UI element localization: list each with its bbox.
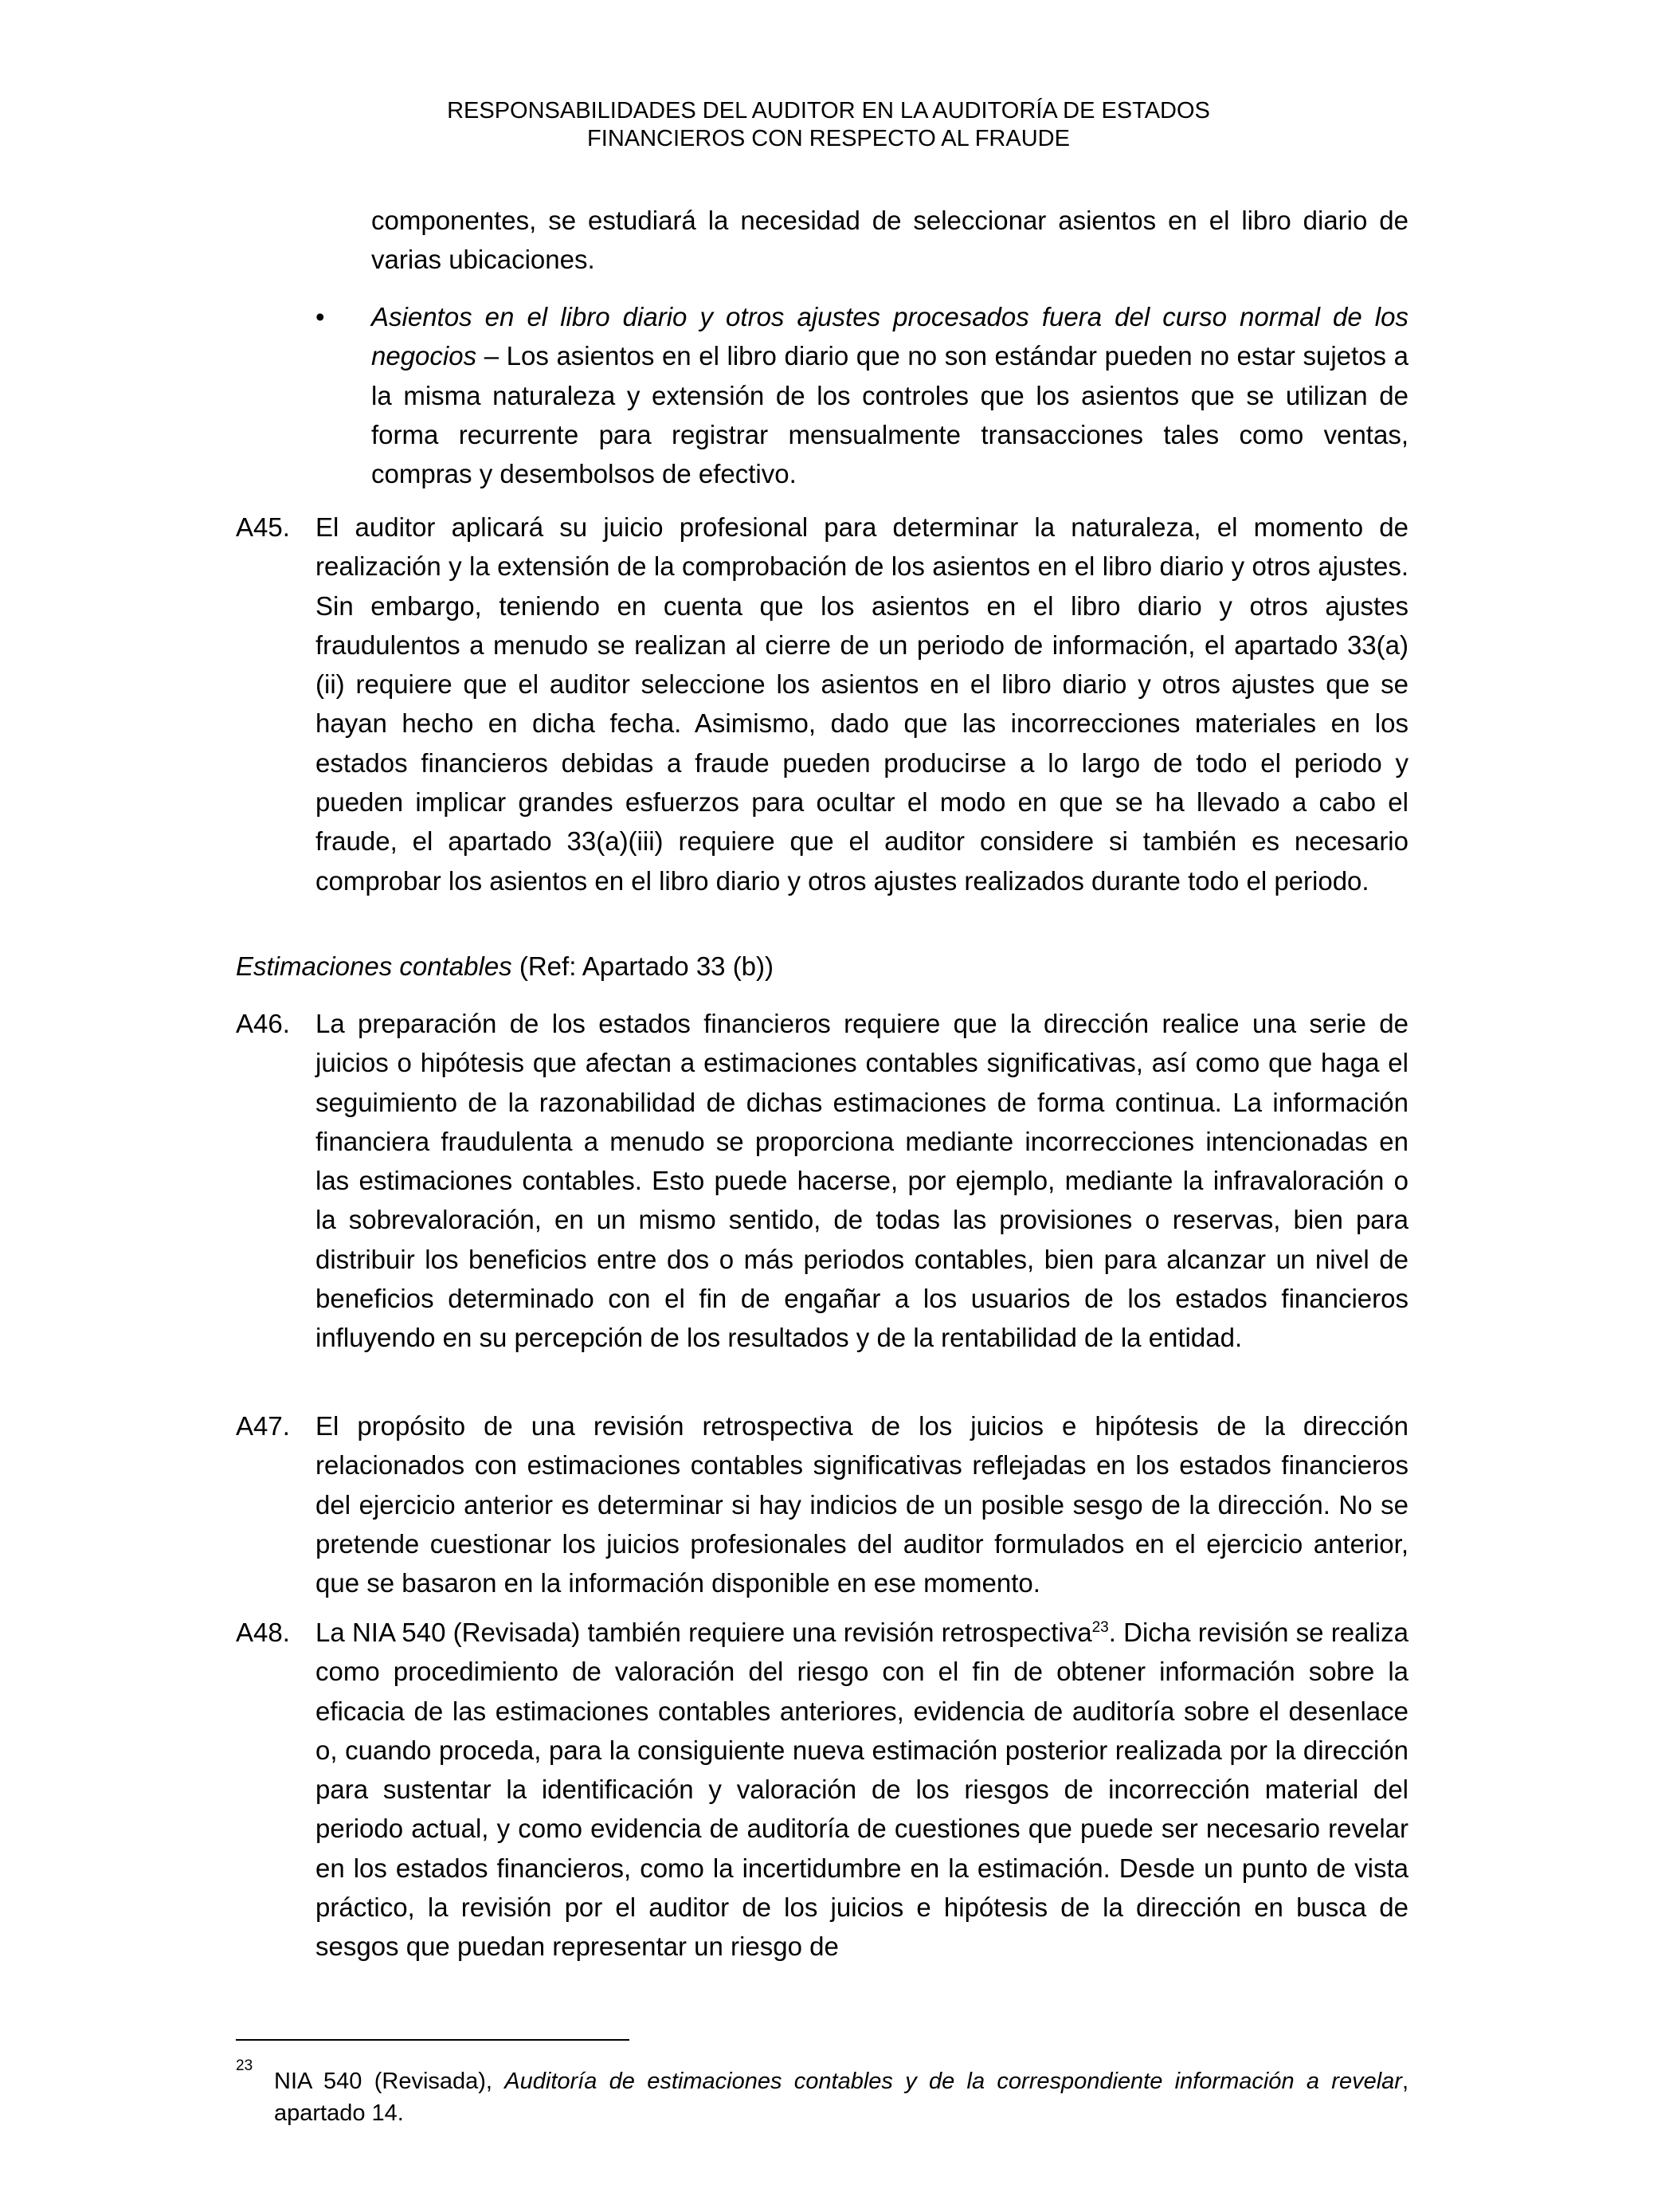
section-reference: (Ref: Apartado 33 (b)): [511, 951, 774, 981]
bullet-title: Asientos en el libro diario y otros ajustes procesados fuera del curso normal de los negocios: [371, 302, 1408, 371]
paragraph-label-a46: A46.: [236, 1009, 290, 1038]
section-heading: [236, 947, 774, 986]
footnote-divider: [236, 2039, 629, 2041]
paragraph-label-a45: A45.: [236, 512, 290, 542]
header-line-1: RESPONSABILIDADES DEL AUDITOR EN LA AUDITORÍA DE ESTADOS: [447, 98, 1210, 124]
paragraph-a47: El propósito de una revisión retrospectiva de los juicios e hipótesis de la dirección relacionados con estimaciones contables significativas reflejadas en los estados financieros del ejercicio anterior es determinar si hay indicios de un posible sesgo de la dirección. No se pretende cuestionar los juicios profesionales del auditor formulados en el ejercicio anterior, que se basaron en la información disponible en ese momento.: [315, 1411, 1408, 1598]
paragraph-a46: La preparación de los estados financieros requiere que la dirección realice una serie de juicios o hipótesis que afectan a estimaciones contables significativas, así como que haga el seguimiento de la razonabilidad de dichas estimaciones de forma continua. La información financiera fraudulenta a menudo se proporciona mediante incorrecciones intencionadas en las estimaciones contables. Esto puede hacerse, por ejemplo, mediante la infravaloración o la sobrevaloración, en un mismo sentido, de todas las provisiones o reservas, bien para distribuir los beneficios entre dos o más periodos contables, bien para alcanzar un nivel de beneficios determinado con el fin de engañar a los usuarios de los estados financieros influyendo en su percepción de los resultados y de la rentabilidad de la entidad.: [315, 1009, 1408, 1353]
paragraph-a48-text-before: La NIA 540 (Revisada) también requiere una revisión retrospectiva: [315, 1618, 1092, 1647]
footnote-number: 23: [236, 2057, 253, 2074]
footnote-text-before: NIA 540 (Revisada),: [274, 2069, 505, 2094]
footnote-title: Auditoría de estimaciones contables y de la correspondiente información a revelar: [504, 2069, 1402, 2094]
bullet-item: [371, 297, 1408, 493]
page-header: [239, 97, 1418, 153]
footnote-text-after: , apartado 14.: [274, 2069, 1408, 2126]
section-title: Estimaciones contables: [236, 951, 512, 981]
bullet-body: – Los asientos en el libro diario que no son estándar pueden no estar sujetos a la misma naturaleza y extensión de los controles que los asientos que se utilizan de forma recurrente para registrar mensualmente transacciones tales como ventas, compras y desembolsos de efectivo.: [371, 341, 1408, 489]
header-line-2: FINANCIEROS CON RESPECTO AL FRAUDE: [587, 126, 1070, 151]
footnote-text: [274, 2065, 1408, 2129]
paragraph-label-a47: A47.: [236, 1411, 290, 1441]
footnote-reference[interactable]: 23: [1091, 1619, 1109, 1636]
paragraph-label-a48: A48.: [236, 1618, 290, 1647]
paragraph-a48: [315, 1613, 1408, 1967]
paragraph-a45: El auditor aplicará su juicio profesional para determinar la naturaleza, el momento de realización y la extensión de la comprobación de los asientos en el libro diario y otros ajustes. Sin embargo, teniendo en cuenta que los asientos en el libro diario y otros ajustes fraudulentos a menudo se realizan al cierre de un periodo de información, el apartado 33(a)(ii) requiere que el auditor seleccione los asientos en el libro diario y otros ajustes que se hayan hecho en dicha fecha. Asimismo, dado que las incorrecciones materiales en los estados financieros debidas a fraude pueden producirse a lo largo de todo el periodo y pueden implicar grandes esfuerzos para ocultar el modo en que se ha llevado a cabo el fraude, el apartado 33(a)(iii) requiere que el auditor considere si también es necesario comprobar los asientos en el libro diario y otros ajustes realizados durante todo el periodo.: [315, 512, 1408, 896]
bullet-icon: •: [315, 302, 325, 331]
continuation-text: componentes, se estudiará la necesidad de seleccionar asientos en el libro diario de varias ubicaciones.: [371, 206, 1408, 275]
paragraph-a48-text-after: . Dicha revisión se realiza como procedimiento de valoración del riesgo con el fin de obtener información sobre la eficacia de las estimaciones contables anteriores, evidencia de auditoría sobre el desenlace o, cuando proceda, para la consiguiente nueva estimación posterior realizada por la dirección para sustentar la identificación y valoración de los riesgos de incorrección material del periodo actual, y como evidencia de auditoría de cuestiones que puede ser necesario revelar en los estados financieros, como la incertidumbre en la estimación. Desde un punto de vista práctico, la revisión por el auditor de los juicios e hipótesis de la dirección en busca de sesgos que puedan representar un riesgo de: [315, 1618, 1408, 1962]
